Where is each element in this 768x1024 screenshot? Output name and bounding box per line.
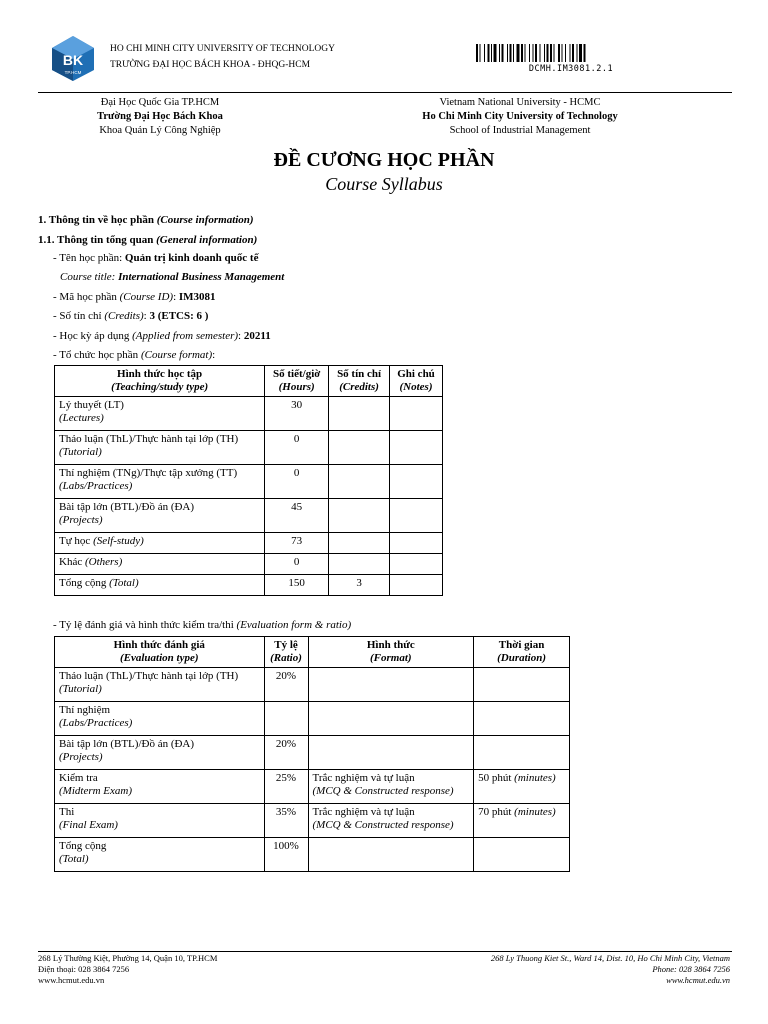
cell-eval-type: Kiểm tra (Midterm Exam) [55, 770, 265, 804]
table-row [55, 554, 443, 575]
cell-eval-type: Thi (Final Exam) [55, 804, 265, 838]
course-format-table [54, 365, 443, 596]
cell-format [308, 838, 474, 872]
cell-ratio: 20% [264, 736, 308, 770]
credits-value: 3 (ETCS: 6 ) [149, 310, 209, 322]
cell-notes [390, 465, 443, 499]
section-1-title-en: (Course information) [156, 214, 254, 226]
cell-type: Khác (Others) [55, 554, 265, 575]
cell-credits [329, 554, 390, 575]
cell-credits: 3 [329, 575, 390, 596]
cell-hours: 73 [265, 533, 329, 554]
col-header-notes: Ghi chú (Notes) [390, 366, 443, 397]
course-id-label: - Mã học phần [53, 291, 120, 303]
bk-logo [48, 34, 98, 82]
table-row [55, 499, 443, 533]
cell-ratio: 35% [264, 804, 308, 838]
institution-vn-line-1: Đại Học Quốc Gia TP.HCM [100, 97, 220, 108]
evaluation-label: - Tỷ lệ đánh giá và hình thức kiểm tra/thi [53, 619, 237, 631]
cell-eval-type: Thí nghiệm (Labs/Practices) [55, 702, 265, 736]
header-rule [38, 92, 732, 93]
institution-block-en [400, 96, 640, 138]
cell-format: Trắc nghiệm và tự luận (MCQ & Constructed response) [308, 770, 474, 804]
table-header-row [55, 637, 570, 668]
course-id-line: - Mã học phần (Course ID): IM3081 [53, 291, 216, 303]
logo-text: BK [62, 52, 84, 68]
semester-line: - Học kỳ áp dụng (Applied from semester): 20211 [53, 330, 271, 342]
col-header-credits: Số tín chỉ (Credits) [329, 366, 390, 397]
table-total-row [55, 575, 443, 596]
cell-credits [329, 465, 390, 499]
cell-eval-type: Tổng cộng (Total) [55, 838, 265, 872]
cell-eval-type: Thảo luận (ThL)/Thực hành tại lớp (TH) (Tutorial) [55, 668, 265, 702]
table-row [55, 533, 443, 554]
cell-ratio: 25% [264, 770, 308, 804]
section-1-title-vn: 1. Thông tin về học phần [38, 214, 154, 226]
footer-address-vn [38, 953, 217, 986]
institution-vn-line-3: Khoa Quản Lý Công Nghiệp [99, 125, 221, 136]
cell-notes [390, 397, 443, 431]
cell-credits [329, 533, 390, 554]
course-title-value: International Business Management [118, 271, 285, 283]
footer-rule [38, 951, 732, 952]
cell-hours: 0 [265, 554, 329, 575]
col-header-type: Hình thức học tập (Teaching/study type) [55, 366, 265, 397]
course-title-line: Course title: International Business Management [60, 271, 285, 283]
footer-en-phone: Phone: 028 3864 7256 [652, 964, 730, 974]
institution-block-vn [50, 96, 270, 138]
cell-ratio: 100% [264, 838, 308, 872]
credits-label-en: (Credits) [104, 310, 144, 322]
table-row [55, 397, 443, 431]
semester-label: - Học kỳ áp dụng [53, 330, 133, 342]
col-header-duration: Thời gian (Duration) [474, 637, 570, 668]
evaluation-line [53, 618, 351, 632]
page-title: ĐỀ CƯƠNG HỌC PHẦN [273, 149, 495, 171]
institution-vn-line-2: Trường Đại Học Bách Khoa [97, 111, 223, 122]
page-subtitle: Course Syllabus [325, 174, 443, 194]
table-row [55, 804, 570, 838]
cell-notes [390, 575, 443, 596]
cell-notes [390, 554, 443, 575]
col-header-format: Hình thức (Format) [308, 637, 474, 668]
cell-type: Tự học (Self-study) [55, 533, 265, 554]
logo-subtext: TP.HCM [64, 70, 82, 75]
course-name-value: Quản trị kinh doanh quốc tế [124, 252, 259, 264]
footer-en-website[interactable]: www.hcmut.edu.vn [666, 975, 730, 985]
cell-credits [329, 431, 390, 465]
cell-hours: 30 [265, 397, 329, 431]
semester-value: 20211 [243, 330, 271, 342]
cell-type: Thảo luận (ThL)/Thực hành tại lớp (TH) (Tutorial) [55, 431, 265, 465]
cell-hours: 0 [265, 431, 329, 465]
doc-code: DCMH.IM3081.2.1 [528, 64, 614, 74]
footer-vn-website[interactable]: www.hcmut.edu.vn [38, 975, 105, 985]
format-label-en: (Course format) [140, 349, 213, 361]
credits-line: - Số tín chỉ (Credits): 3 (ETCS: 6 ) [53, 310, 209, 322]
cell-type: Tổng cộng (Total) [55, 575, 265, 596]
format-line: - Tổ chức học phần (Course format): [53, 349, 216, 361]
cell-notes [390, 499, 443, 533]
cell-type: Bài tập lớn (BTL)/Đồ án (ĐA) (Projects) [55, 499, 265, 533]
section-1-1-title-vn: 1.1. Thông tin tổng quan [38, 234, 154, 246]
cell-notes [390, 533, 443, 554]
section-1-heading [38, 213, 254, 227]
cell-credits [329, 397, 390, 431]
institution-en-line-2: Ho Chi Minh City University of Technology [422, 111, 618, 122]
cell-duration [474, 838, 570, 872]
table-row [55, 431, 443, 465]
table-total-row [55, 838, 570, 872]
cell-duration: 70 phút (minutes) [474, 804, 570, 838]
table-row [55, 702, 570, 736]
credits-label: - Số tín chỉ [53, 310, 105, 322]
col-header-ratio: Tỷ lệ (Ratio) [264, 637, 308, 668]
cell-format [308, 702, 474, 736]
cell-duration [474, 702, 570, 736]
cell-hours: 150 [265, 575, 329, 596]
table-row [55, 736, 570, 770]
cell-ratio: 20% [264, 668, 308, 702]
cell-hours: 0 [265, 465, 329, 499]
footer-vn-address: 268 Lý Thường Kiệt, Phường 14, Quận 10, TP.HCM [38, 953, 218, 963]
course-name-line [53, 251, 258, 265]
course-id-label-en: (Course ID) [119, 291, 174, 303]
section-1-1-heading [38, 233, 257, 247]
barcode-icon [476, 44, 666, 62]
institution-en-line-1: Vietnam National University - HCMC [439, 97, 601, 108]
cell-hours: 45 [265, 499, 329, 533]
course-name-label: - Tên học phần: [53, 252, 125, 264]
table-row [55, 465, 443, 499]
cell-credits [329, 499, 390, 533]
cell-format [308, 668, 474, 702]
footer-vn-phone: Điện thoại: 028 3864 7256 [38, 964, 130, 974]
cell-duration [474, 736, 570, 770]
cell-notes [390, 431, 443, 465]
cell-format [308, 736, 474, 770]
university-name-en: HO CHI MINH CITY UNIVERSITY OF TECHNOLOGY [110, 44, 335, 54]
footer-en-address: 268 Ly Thuong Kiet St., Ward 14, Dist. 10, Ho Chi Minh City, Vietnam [490, 953, 730, 963]
course-title-label: Course title [60, 271, 112, 283]
footer-address-en [491, 953, 730, 986]
col-header-eval-type: Hình thức đánh giá (Evaluation type) [55, 637, 265, 668]
cell-duration [474, 668, 570, 702]
course-id-value: IM3081 [178, 291, 216, 303]
section-1-1-title-en: (General information) [156, 234, 258, 246]
evaluation-table [54, 636, 570, 872]
cell-ratio [264, 702, 308, 736]
cell-format: Trắc nghiệm và tự luận (MCQ & Constructed response) [308, 804, 474, 838]
university-name-vn: TRƯỜNG ĐẠI HỌC BÁCH KHOA - ĐHQG-HCM [110, 60, 311, 70]
table-header-row [55, 366, 443, 397]
table-row [55, 770, 570, 804]
col-header-hours: Số tiết/giờ (Hours) [265, 366, 329, 397]
format-label: - Tổ chức học phần [53, 349, 141, 361]
institution-en-line-3: School of Industrial Management [449, 125, 591, 136]
table-row [55, 668, 570, 702]
cell-type: Thí nghiệm (TNg)/Thực tập xưởng (TT) (Labs/Practices) [55, 465, 265, 499]
cell-eval-type: Bài tập lớn (BTL)/Đồ án (ĐA) (Projects) [55, 736, 265, 770]
evaluation-label-en: (Evaluation form & ratio) [236, 619, 352, 631]
cell-duration: 50 phút (minutes) [474, 770, 570, 804]
semester-label-en: (Applied from semester) [132, 330, 239, 342]
cell-type: Lý thuyết (LT) (Lectures) [55, 397, 265, 431]
